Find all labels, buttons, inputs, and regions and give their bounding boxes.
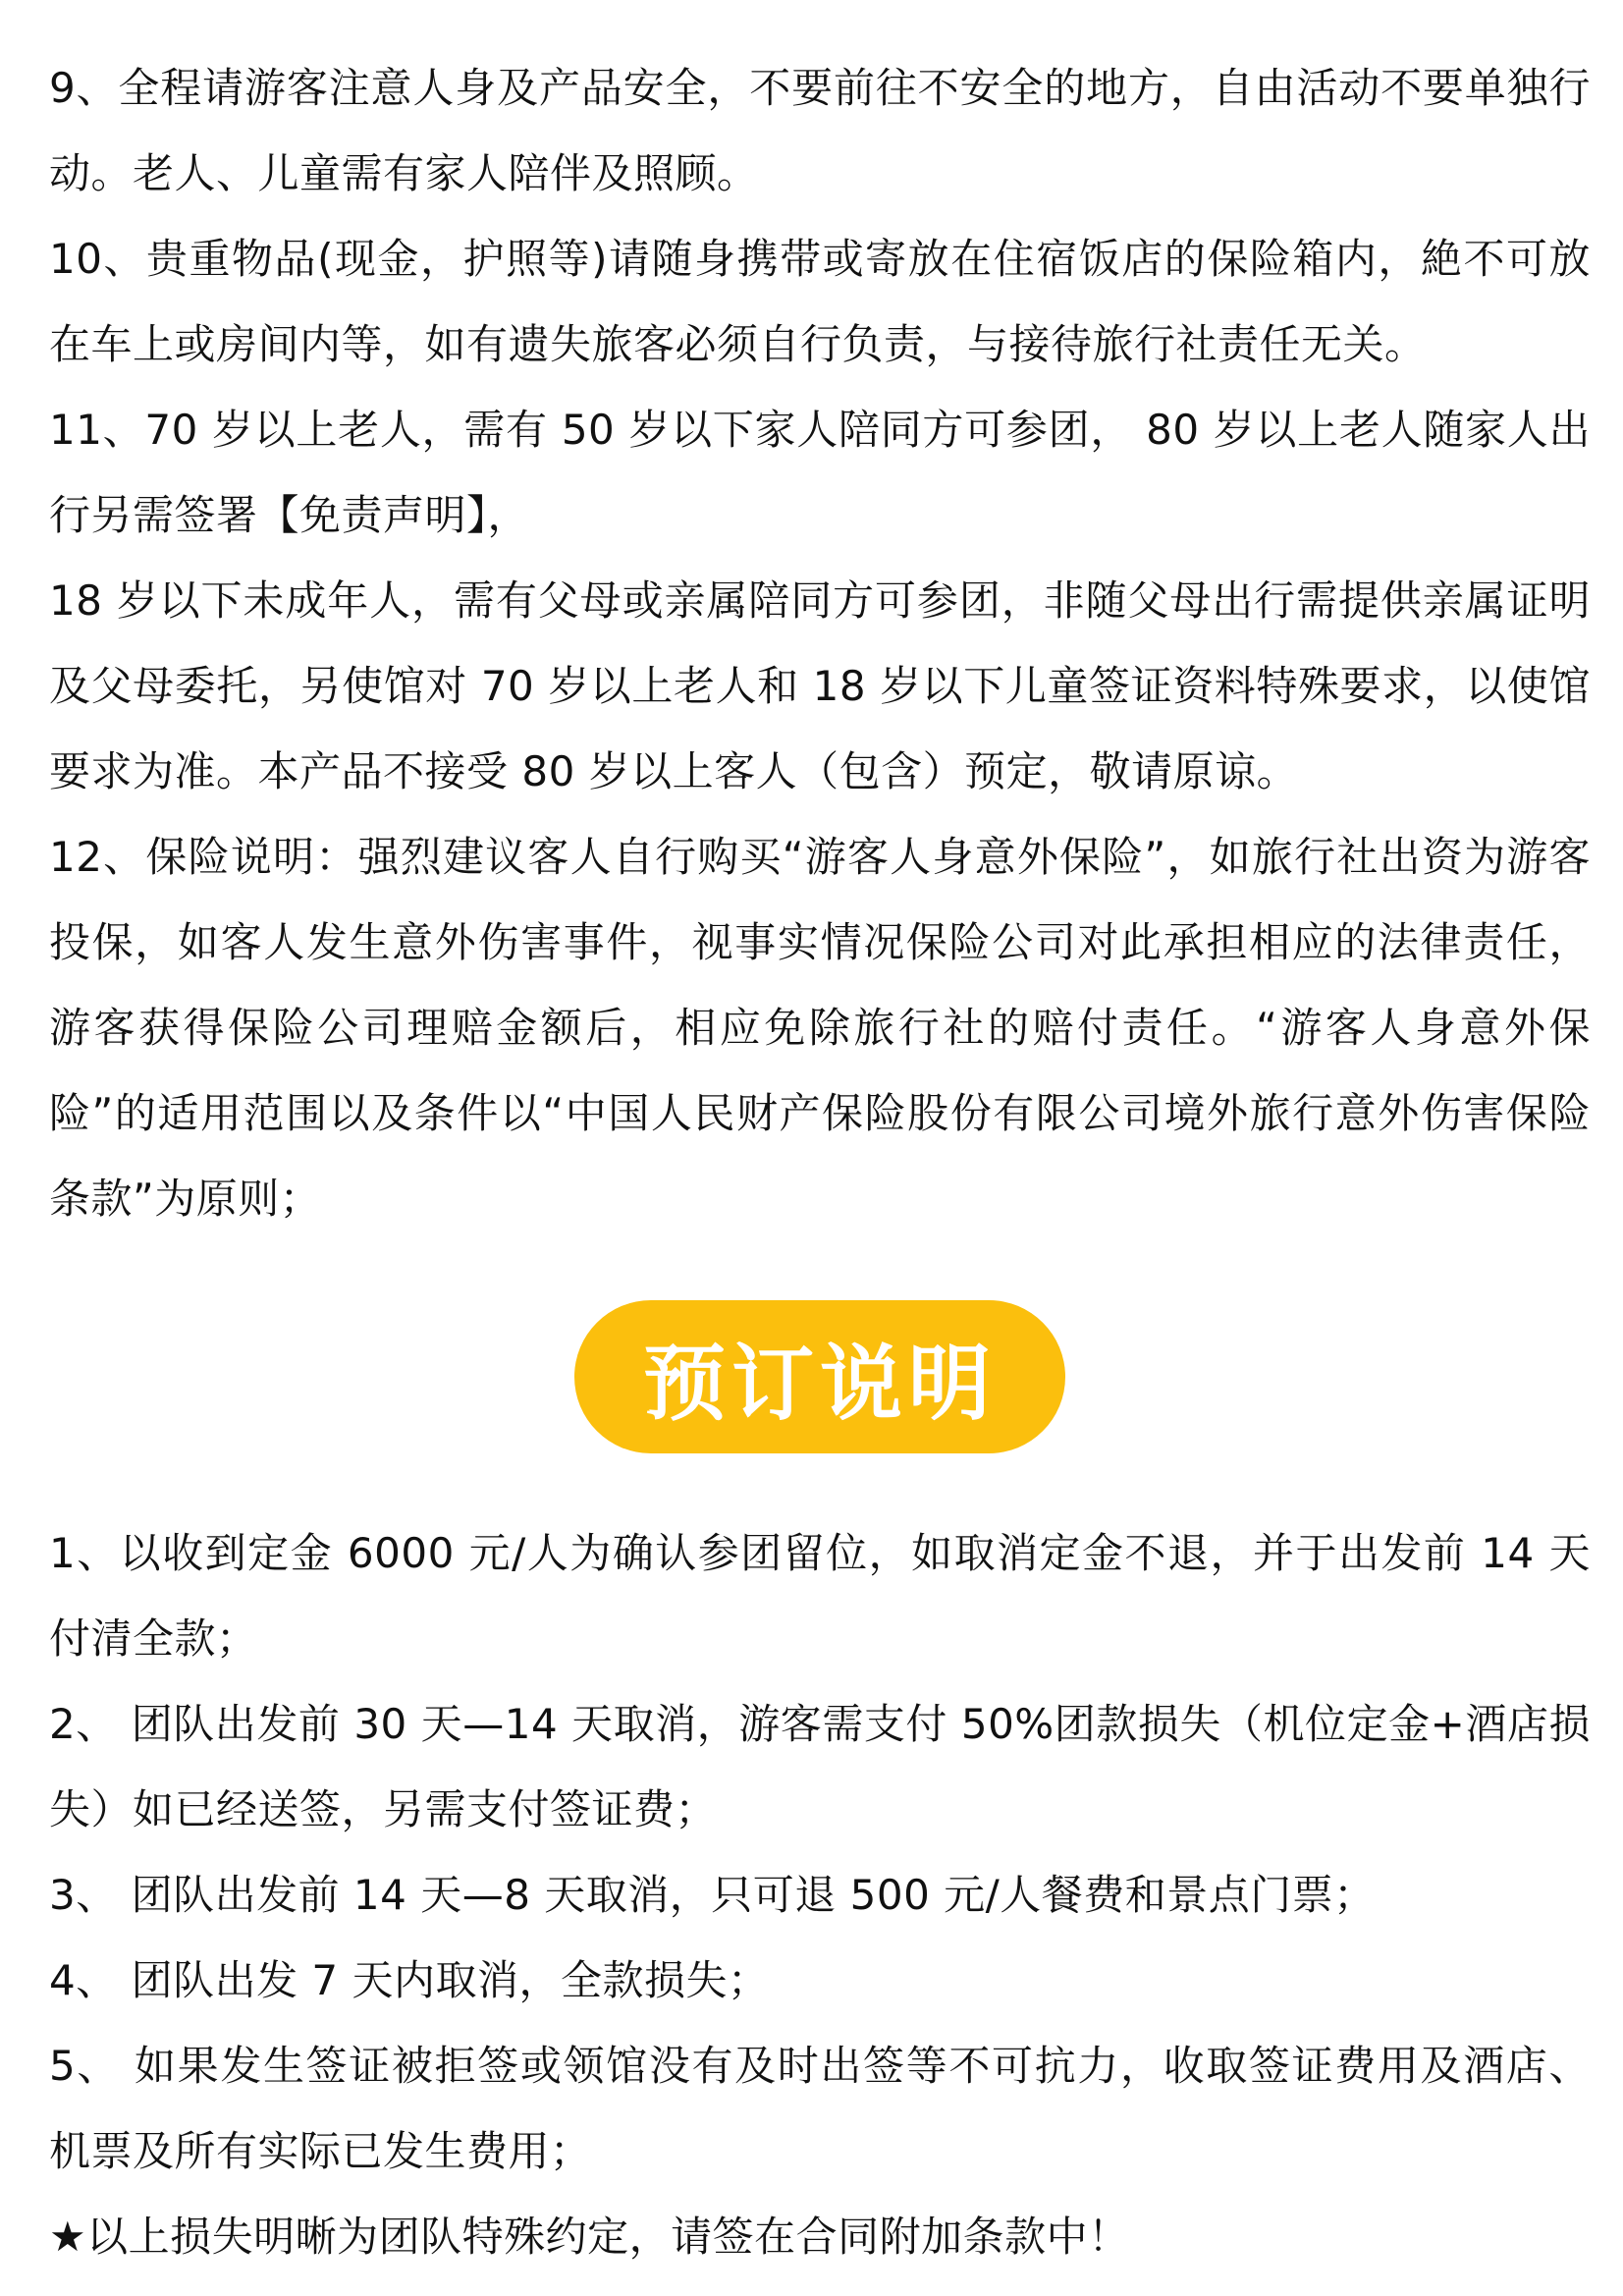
section-title: 预订说明 bbox=[642, 1334, 997, 1432]
booking-term-1: 1、以收到定金 6000 元/人为确认参团留位，如取消定金不退，并于出发前 14 天付清全款； bbox=[49, 1529, 1591, 1663]
notice-item-9: 9、全程请游客注意人身及产品安全，不要前往不安全的地方，自由活动不要单独行动。老人、儿童需有家人陪伴及照顾。 bbox=[49, 64, 1591, 197]
booking-term-4: 4、 团队出发 7 天内取消，全款损失； bbox=[49, 1956, 770, 2004]
notice-item-11-minors: 18 岁以下未成年人，需有父母或亲属陪同方可参团，非随父母出行需提供亲属证明及父母委托，另使馆对 70 岁以上老人和 18 岁以下儿童签证资料特殊要求，以使馆要求为准。本产品不接受 80 岁以上客人（包含）预定，敬请原谅。 bbox=[49, 576, 1591, 795]
notice-item-12: 12、保险说明：强烈建议客人自行购买“游客人身意外保险”，如旅行社出资为游客投保，如客人发生意外伤害事件，视事实情况保险公司对此承担相应的法律责任，游客获得保险公司理赔金额后，相应免除旅行社的赔付责任。“游客人身意外保险”的适用范围以及条件以“中国人民财产保险股份有限公司境外旅行意外伤害保险条款”为原则； bbox=[49, 833, 1591, 1223]
booking-terms-section bbox=[49, 1510, 1591, 2279]
notice-item-10: 10、贵重物品(现金，护照等)请随身携带或寄放在住宿饭店的保险箱内，絶不可放在车上或房间内等，如有遗失旅客必须自行负责，与接待旅行社责任无关。 bbox=[49, 235, 1591, 368]
booking-term-3: 3、 团队出发前 14 天—8 天取消，只可退 500 元/人餐费和景点门票； bbox=[49, 1871, 1376, 1919]
section-title-wrap bbox=[49, 1300, 1591, 1453]
booking-term-2: 2、 团队出发前 30 天—14 天取消，游客需支付 50%团款损失（机位定金+酒店损失）如已经送签，另需支付签证费； bbox=[49, 1700, 1591, 1833]
booking-special-note: ★以上损失明晰为团队特殊约定，请签在合同附加条款中！ bbox=[49, 2213, 1130, 2261]
notice-item-11: 11、70 岁以上老人，需有 50 岁以下家人陪同方可参团， 80 岁以上老人随家人出行另需签署【免责声明】， bbox=[49, 406, 1591, 539]
section-title-badge bbox=[574, 1300, 1065, 1453]
booking-term-5: 5、 如果发生签证被拒签或领馆没有及时出签等不可抗力，收取签证费用及酒店、机票及所有实际已发生费用； bbox=[49, 2042, 1591, 2175]
document-page bbox=[49, 39, 1591, 2279]
notices-section bbox=[49, 45, 1591, 1241]
